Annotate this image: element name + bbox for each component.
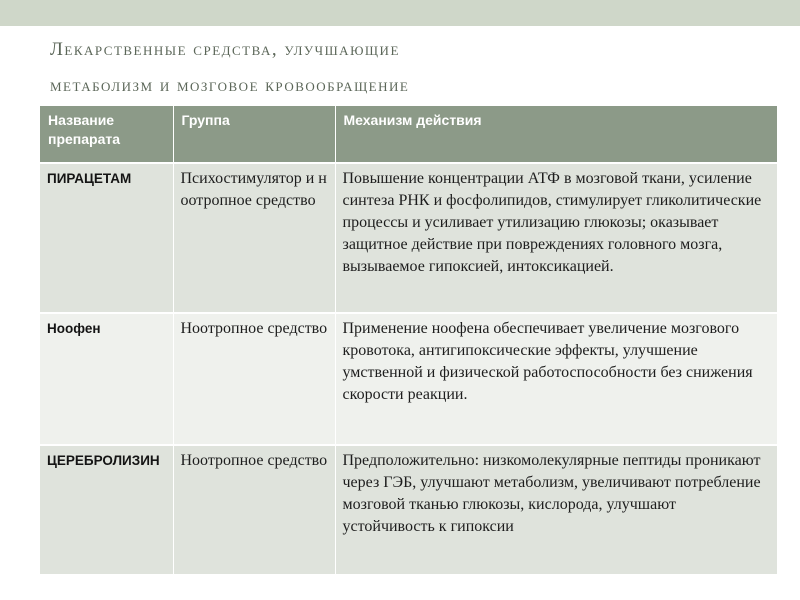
drug-name-cell: ЦЕРЕБРОЛИЗИН xyxy=(40,445,173,574)
drugs-table xyxy=(40,106,777,574)
top-accent-bar xyxy=(0,0,800,26)
drug-group-cell: Ноотропное средство xyxy=(173,313,335,445)
header-mechanism: Механизм действия xyxy=(335,106,777,163)
table-header-row xyxy=(40,106,777,163)
drug-mechanism-cell: Предположительно: низкомолекулярные пептиды проникают через ГЭБ, улучшают метаболизм, увеличивают потребление мозговой тканью глюкозы, кислорода, улучшают устойчивость к гипоксии xyxy=(335,445,777,574)
slide-title xyxy=(50,32,770,104)
drug-mechanism-cell: Повышение концентрации АТФ в мозговой ткани, усиление синтеза РНК и фосфолипидов, стимулирует гликолитические процессы и усиливает утилизацию глюкозы; оказывает защитное действие при повреждениях головного мозга, вызываемое гипоксией, интоксикацией. xyxy=(335,163,777,313)
drug-group-cell: Психостимулятор и ноотропное средство xyxy=(173,163,335,313)
table-row xyxy=(40,163,777,313)
drug-name-cell: ПИРАЦЕТАМ xyxy=(40,163,173,313)
header-drug-name: Название препарата xyxy=(40,106,173,163)
slide-title-line-1: Лекарственные средства, улучшающие xyxy=(50,39,400,60)
drug-name-cell: Ноофен xyxy=(40,313,173,445)
slide-title-line-2: метаболизм и мозговое кровообращение xyxy=(50,75,410,96)
header-group: Группа xyxy=(173,106,335,163)
drug-mechanism-cell: Применение ноофена обеспечивает увеличение мозгового кровотока, антигипоксические эффекты, улучшение умственной и физической работоспособности без снижения скорости реакции. xyxy=(335,313,777,445)
table-row xyxy=(40,313,777,445)
drug-group-cell: Ноотропное средство xyxy=(173,445,335,574)
table-row xyxy=(40,445,777,574)
